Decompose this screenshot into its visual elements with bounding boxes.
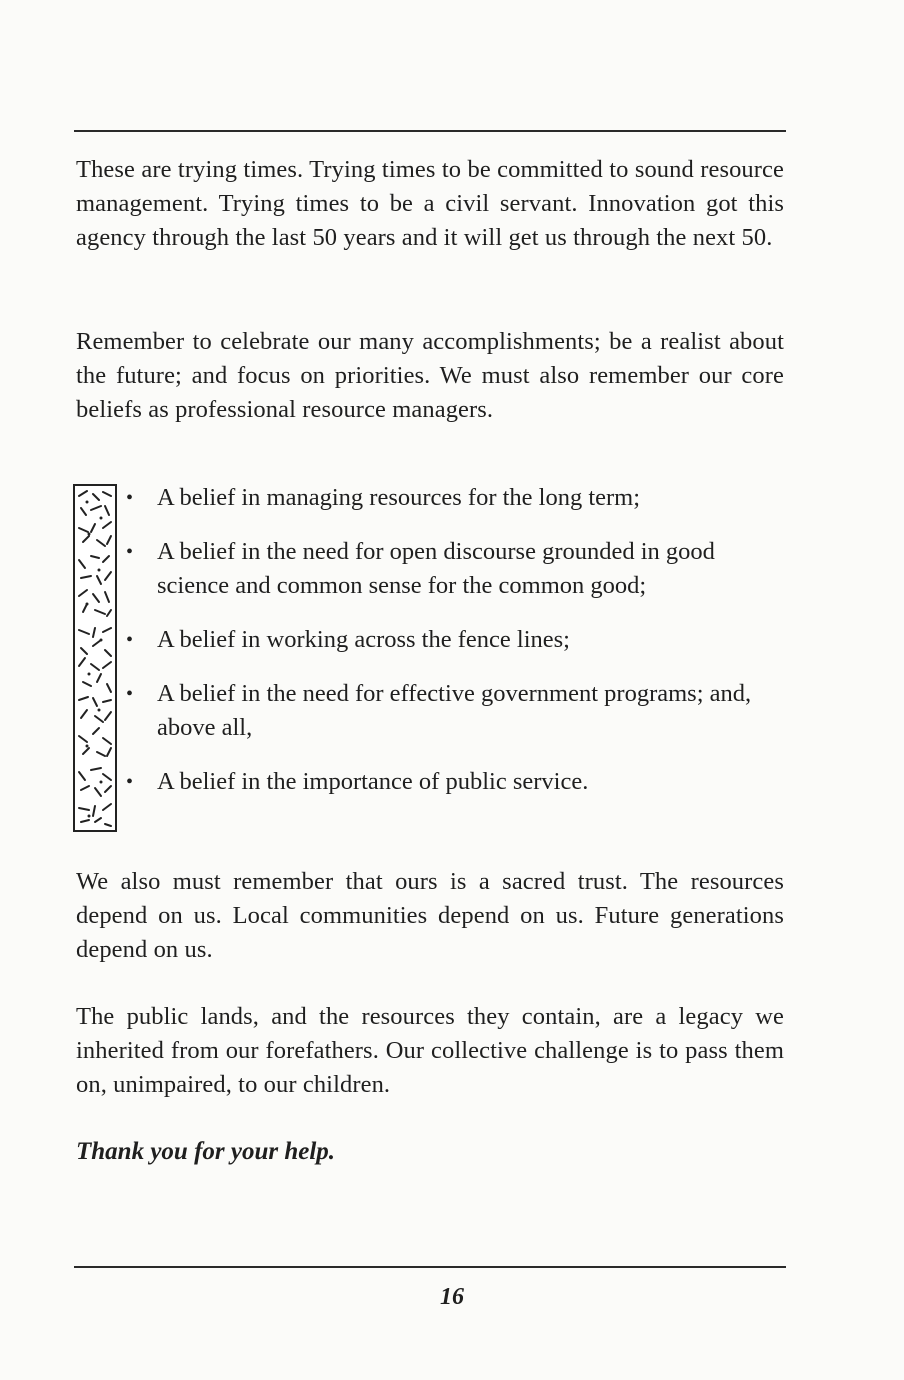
- bullet-icon: •: [126, 487, 134, 509]
- top-rule: [74, 130, 786, 132]
- decorative-border-ornament: [73, 484, 117, 832]
- list-item: [126, 765, 766, 799]
- list-item: [126, 623, 766, 657]
- list-item-text: A belief in the need for open discourse grounded in good science and common sense for the common good;: [157, 538, 715, 599]
- beliefs-list: [126, 481, 766, 799]
- bullet-icon: •: [126, 771, 134, 793]
- bullet-icon: •: [126, 683, 134, 705]
- intro-paragraph: These are trying times. Trying times to be committed to sound resource management. Trying times to be a civil servant. Innovation got this agency through the last 50 years and it will get us through the next 50.: [76, 156, 784, 251]
- closing-line: Thank you for your help.: [76, 1138, 336, 1165]
- bullet-icon: •: [126, 629, 134, 651]
- list-item: [126, 481, 766, 515]
- list-item: [126, 677, 766, 745]
- bottom-rule: [74, 1266, 786, 1268]
- bullet-icon: •: [126, 541, 134, 563]
- list-item-text: A belief in managing resources for the long term;: [157, 484, 641, 511]
- list-item-text: A belief in working across the fence lines;: [157, 626, 570, 653]
- legacy-paragraph: The public lands, and the resources they contain, are a legacy we inherited from our forefathers. Our collective challenge is to pass them on, unimpaired, to our children.: [76, 1003, 784, 1098]
- list-item: [126, 535, 766, 603]
- list-item-text: A belief in the importance of public service.: [157, 768, 589, 795]
- trust-paragraph: We also must remember that ours is a sacred trust. The resources depend on us. Local communities depend on us. Future generations depend on us.: [76, 868, 784, 963]
- remember-paragraph: Remember to celebrate our many accomplishments; be a realist about the future; and focus on priorities. We must also remember our core beliefs as professional resource managers.: [76, 328, 784, 423]
- list-item-text: A belief in the need for effective government programs; and, above all,: [157, 680, 752, 741]
- page-number: 16: [440, 1284, 464, 1310]
